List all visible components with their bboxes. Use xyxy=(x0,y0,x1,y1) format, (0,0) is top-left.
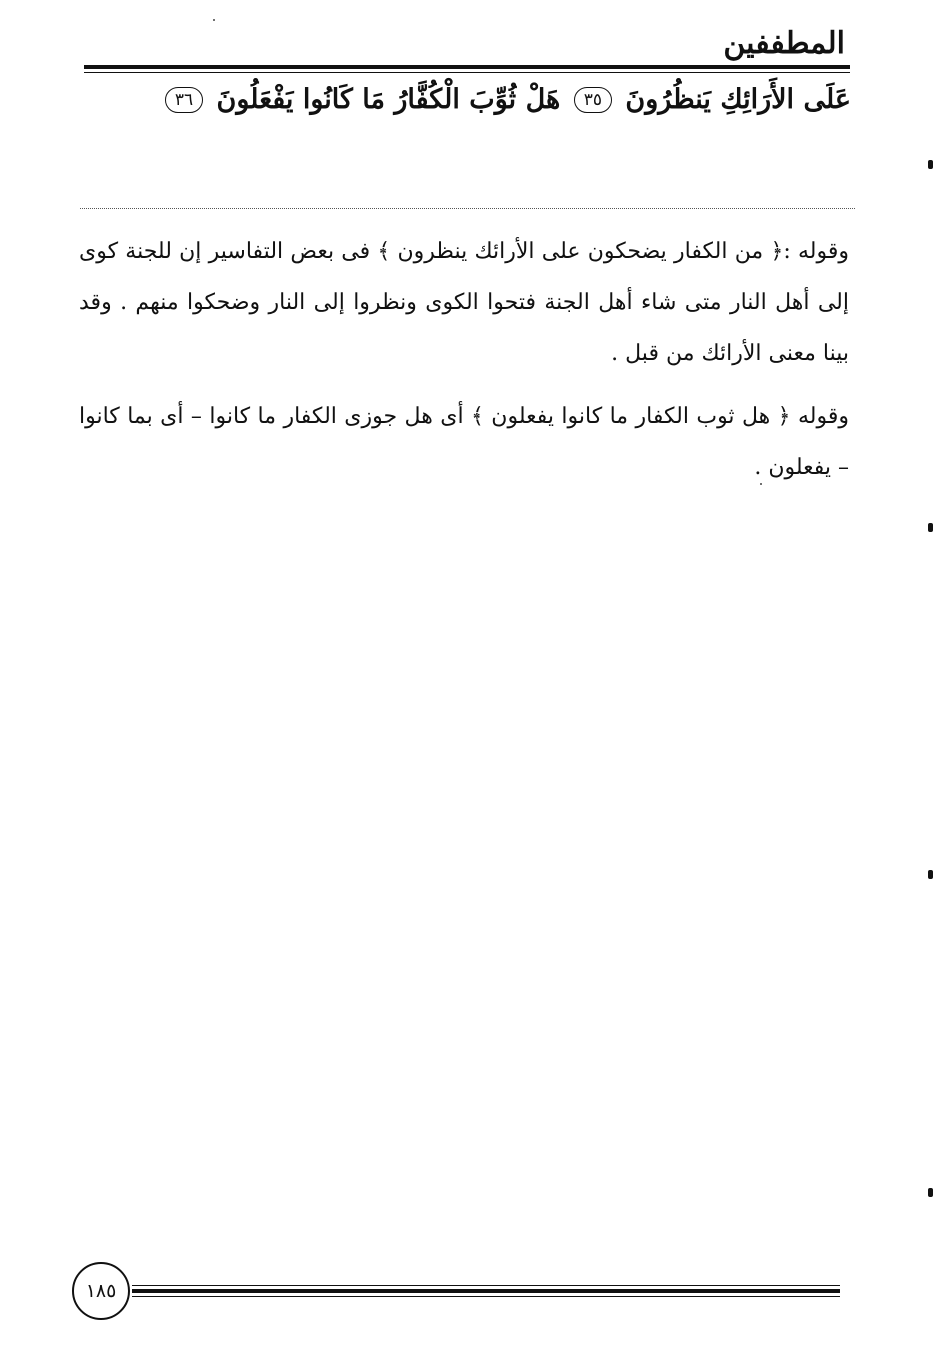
ayah-number-35: ٣٥ xyxy=(574,87,612,113)
scan-speck xyxy=(213,19,215,21)
verse-text-36: هَلْ ثُوِّبَ الْكُفَّارُ مَا كَانُوا يَفْعَلُونَ xyxy=(216,84,561,115)
surah-title: المطففين xyxy=(723,26,845,61)
footer-rule-top xyxy=(132,1285,840,1286)
commentary-paragraph-1: وقوله :﴿ من الكفار يضحكون على الأرائك ينظرون ﴾ فى بعض التفاسير إن للجنة كوى إلى أهل النار متى شاء أهل الجنة فتحوا الكوى ونظروا إلى النار وضحكوا منهم . وقد بينا معنى الأرائك من قبل . xyxy=(79,239,849,366)
footer-rule-thick xyxy=(132,1289,840,1293)
quran-verse xyxy=(81,84,851,115)
binding-mark xyxy=(928,160,933,169)
header-rule-thin xyxy=(84,72,850,73)
header-rule-thick xyxy=(84,65,850,69)
binding-mark xyxy=(928,523,933,532)
binding-mark xyxy=(928,870,933,879)
ayah-number-36: ٣٦ xyxy=(165,87,203,113)
section-divider xyxy=(80,208,855,209)
verse-text-35: عَلَى الأَرَائِكِ يَنظُرُونَ xyxy=(625,84,851,115)
page-number: ١٨٥ xyxy=(72,1262,130,1320)
scan-speck xyxy=(760,483,762,485)
footer-rule-bottom xyxy=(132,1296,840,1297)
commentary xyxy=(79,226,849,505)
commentary-paragraph-2: وقوله ﴿ هل ثوب الكفار ما كانوا يفعلون ﴾ أى هل جوزى الكفار ما كانوا – أى بما كانوا – يفعلون . xyxy=(79,404,849,480)
binding-mark xyxy=(928,1188,933,1197)
